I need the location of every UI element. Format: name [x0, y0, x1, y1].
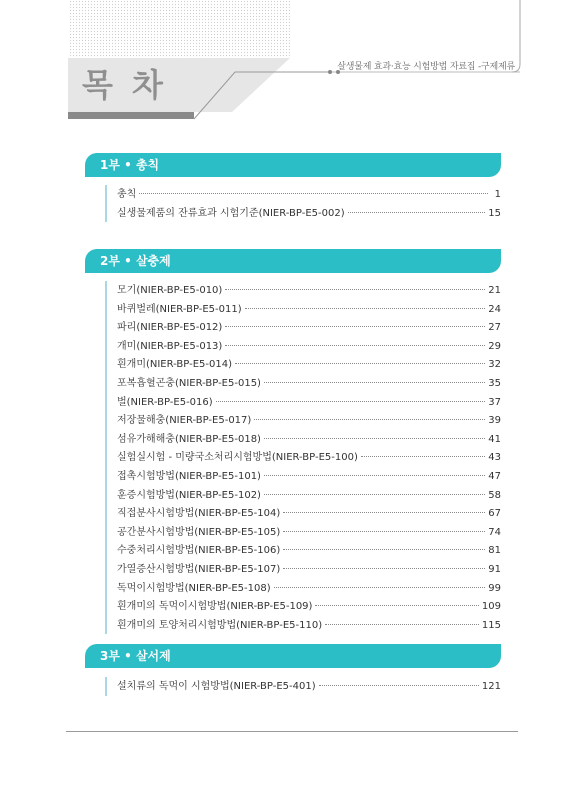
toc-item[interactable]: 개미(NIER-BP-E5-013) 29 — [117, 340, 501, 352]
page-title: 목 차 — [82, 66, 167, 104]
document-title: 살생물제 효과·효능 시험방법 자료집 -구제제류 — [337, 62, 515, 72]
toc-item[interactable]: 공간분사시험방법(NIER-BP-E5-105) 74 — [117, 526, 501, 538]
toc-item[interactable]: 수중처리시험방법(NIER-BP-E5-106) 81 — [117, 545, 501, 557]
toc-item[interactable]: 실생물제품의 잔류효과 시험기준(NIER-BP-E5-002) 15 — [117, 207, 501, 219]
toc-item[interactable]: 벌(NIER-BP-E5-016) 37 — [117, 396, 501, 408]
toc-item[interactable]: 흰개미의 독먹이시험방법(NIER-BP-E5-109) 109 — [117, 601, 501, 613]
toc-item[interactable]: 독먹이시험방법(NIER-BP-E5-108) 99 — [117, 582, 501, 594]
toc-item[interactable]: 바퀴벌레(NIER-BP-E5-011) 24 — [117, 303, 501, 315]
toc-item[interactable]: 가열증산시험방법(NIER-BP-E5-107) 91 — [117, 563, 501, 575]
toc-item[interactable]: 파리(NIER-BP-E5-012) 27 — [117, 322, 501, 334]
toc-item[interactable]: 직접분사시험방법(NIER-BP-E5-104) 67 — [117, 508, 501, 520]
toc-item[interactable]: 저장물해충(NIER-BP-E5-017) 39 — [117, 415, 501, 427]
toc-item[interactable]: 섬유가해해충(NIER-BP-E5-018) 41 — [117, 433, 501, 445]
toc-item[interactable]: 실험실시험 - 미량국소처리시험방법(NIER-BP-E5-100) 43 — [117, 452, 501, 464]
section-list-2 — [105, 281, 501, 634]
footer-divider — [66, 731, 518, 732]
toc-item[interactable]: 설치류의 독먹이 시험방법(NIER-BP-E5-401) 121 — [117, 681, 501, 692]
toc-item[interactable]: 흰개미의 토양처리시험방법(NIER-BP-E5-110) 115 — [117, 619, 501, 631]
toc-item[interactable]: 흰개미(NIER-BP-E5-014) 32 — [117, 359, 501, 371]
toc-item[interactable]: 모기(NIER-BP-E5-010) 21 — [117, 285, 501, 296]
section-header-3: 3부 • 살서제 — [85, 644, 501, 668]
toc-item[interactable]: 포복흡혈곤충(NIER-BP-E5-015) 35 — [117, 377, 501, 389]
section-list-1 — [105, 185, 501, 222]
toc-item[interactable]: 훈증시험방법(NIER-BP-E5-102) 58 — [117, 489, 501, 501]
section-header-2: 2부 • 살충제 — [85, 249, 501, 273]
toc-item[interactable]: 접촉시험방법(NIER-BP-E5-101) 47 — [117, 470, 501, 482]
toc-item[interactable]: 총칙 1 — [117, 189, 501, 200]
section-header-1: 1부 • 총칙 — [85, 153, 501, 177]
section-list-3 — [105, 677, 501, 696]
